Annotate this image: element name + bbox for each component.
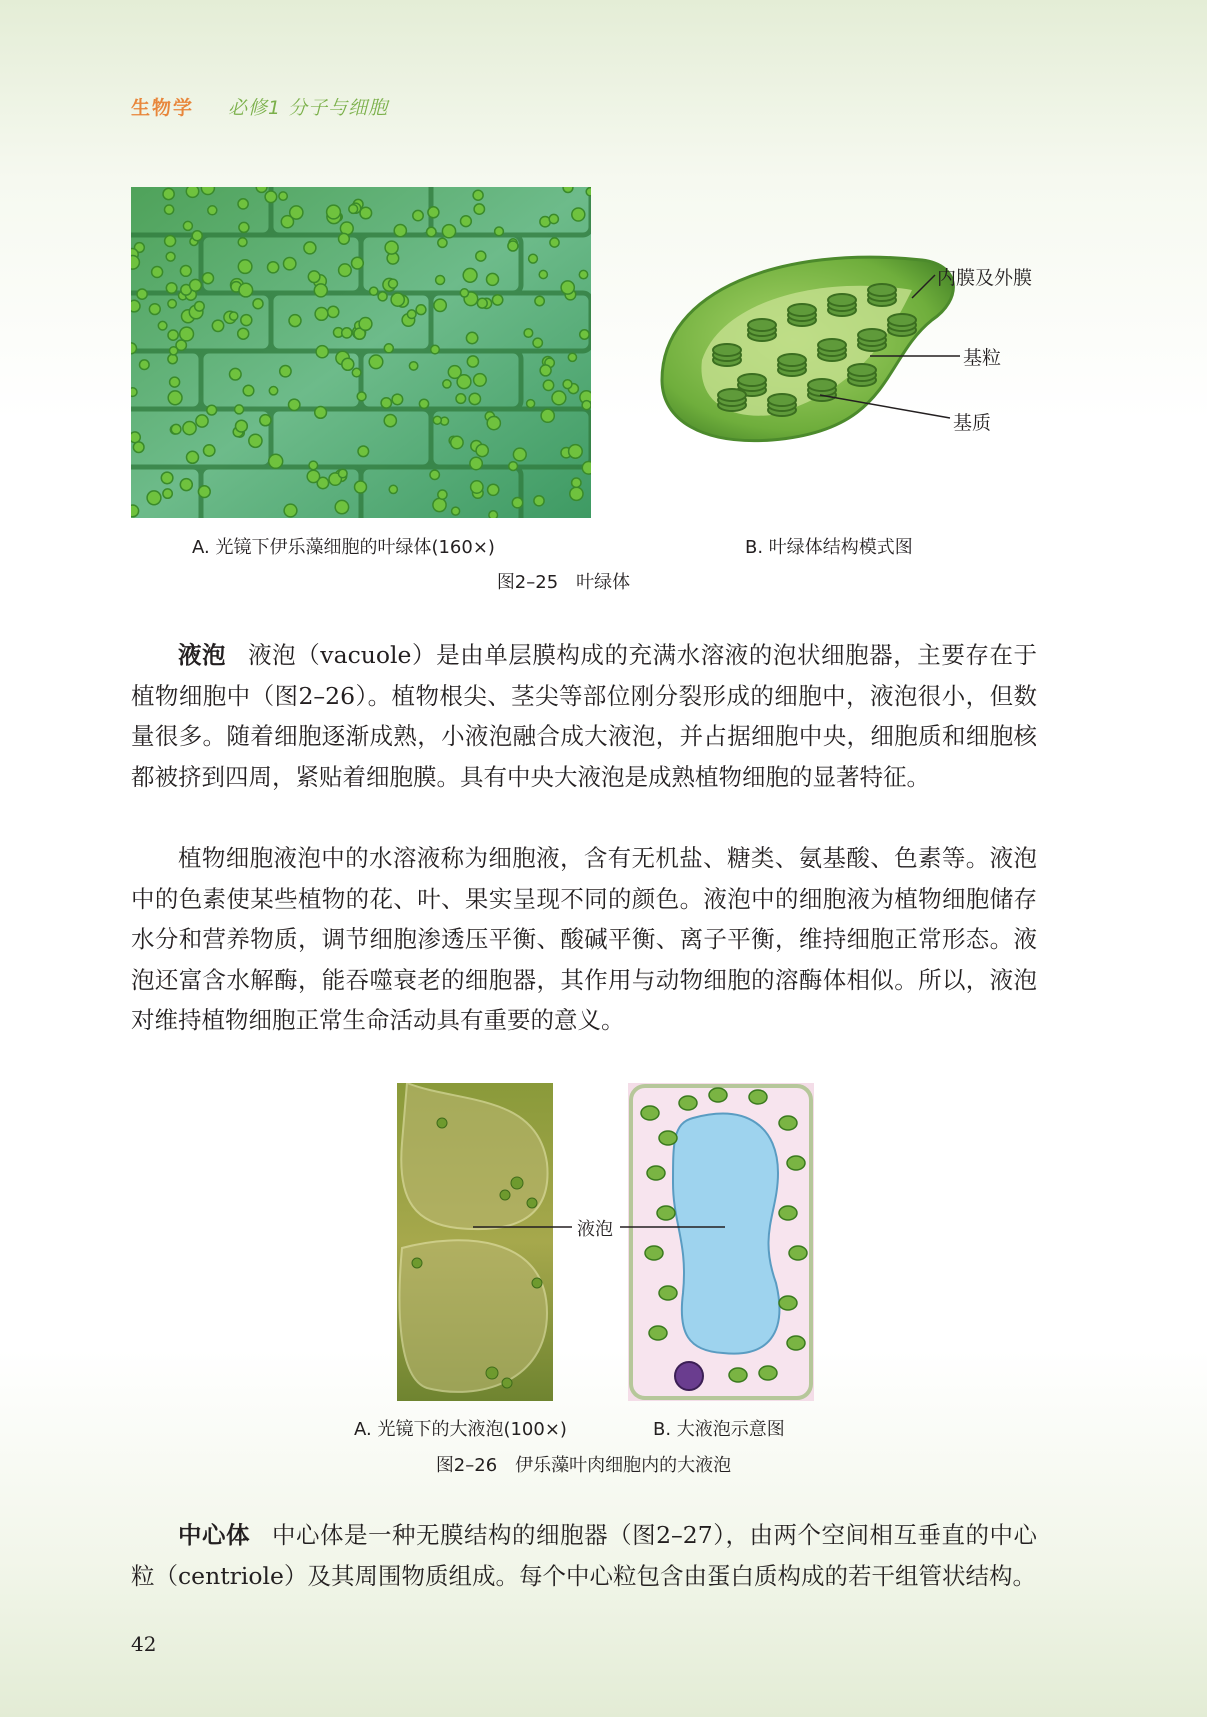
page-number: 42: [131, 1632, 157, 1656]
label-stroma: 基质: [953, 412, 992, 434]
label-grana: 基粒: [963, 347, 1002, 369]
centrosome-paragraph-text: 中心体是一种无膜结构的细胞器（图2–27），由两个空间相互垂直的中心粒（centriole）及其周围物质组成。每个中心粒包含由蛋白质构成的若干组管状结构。: [131, 1521, 1037, 1590]
fig25-title: 图2–25 叶绿体: [496, 572, 631, 593]
book-title: 必修1 分子与细胞: [228, 97, 389, 119]
subject-title: 生物学: [131, 97, 195, 119]
fig26-title: 图2–26 伊乐藻叶肉细胞内的大液泡: [435, 1455, 732, 1476]
fig26-a-caption: A. 光镜下的大液泡(100×): [354, 1419, 567, 1440]
term-vacuole: 液泡: [178, 641, 227, 669]
fig25-b-caption: B. 叶绿体结构模式图: [745, 537, 913, 558]
fig26-b-caption: B. 大液泡示意图: [653, 1419, 785, 1440]
term-centrosome: 中心体: [178, 1521, 251, 1549]
vacuole-paragraph-1-text: 液泡（vacuole）是由单层膜构成的充满水溶液的泡状细胞器，主要存在于植物细胞中（图2–26）。植物根尖、茎尖等部位刚分裂形成的细胞中，液泡很小，但数量很多。随着细胞逐渐成熟，小液泡融合成大液泡，并占据细胞中央，细胞质和细胞核都被挤到四周，紧贴着细胞膜。具有中央大液泡是成熟植物细胞的显著特征。: [131, 641, 1038, 791]
centrosome-paragraph: [131, 1515, 1037, 1596]
label-vacuole: 液泡: [577, 1219, 613, 1240]
fig25-a-caption: A. 光镜下伊乐藻细胞的叶绿体(160×): [192, 537, 495, 558]
vacuole-paragraph-2: 植物细胞液泡中的水溶液称为细胞液，含有无机盐、糖类、氨基酸、色素等。液泡中的色素使某些植物的花、叶、果实呈现不同的颜色。液泡中的细胞液为植物细胞储存水分和营养物质，调节细胞渗透压平衡、酸碱平衡、离子平衡，维持细胞正常形态。液泡还富含水解酶，能吞噬衰老的细胞器，其作用与动物细胞的溶酶体相似。所以，液泡对维持植物细胞正常生命活动具有重要的意义。: [131, 844, 1037, 1034]
label-membranes: 内膜及外膜: [937, 267, 1033, 289]
